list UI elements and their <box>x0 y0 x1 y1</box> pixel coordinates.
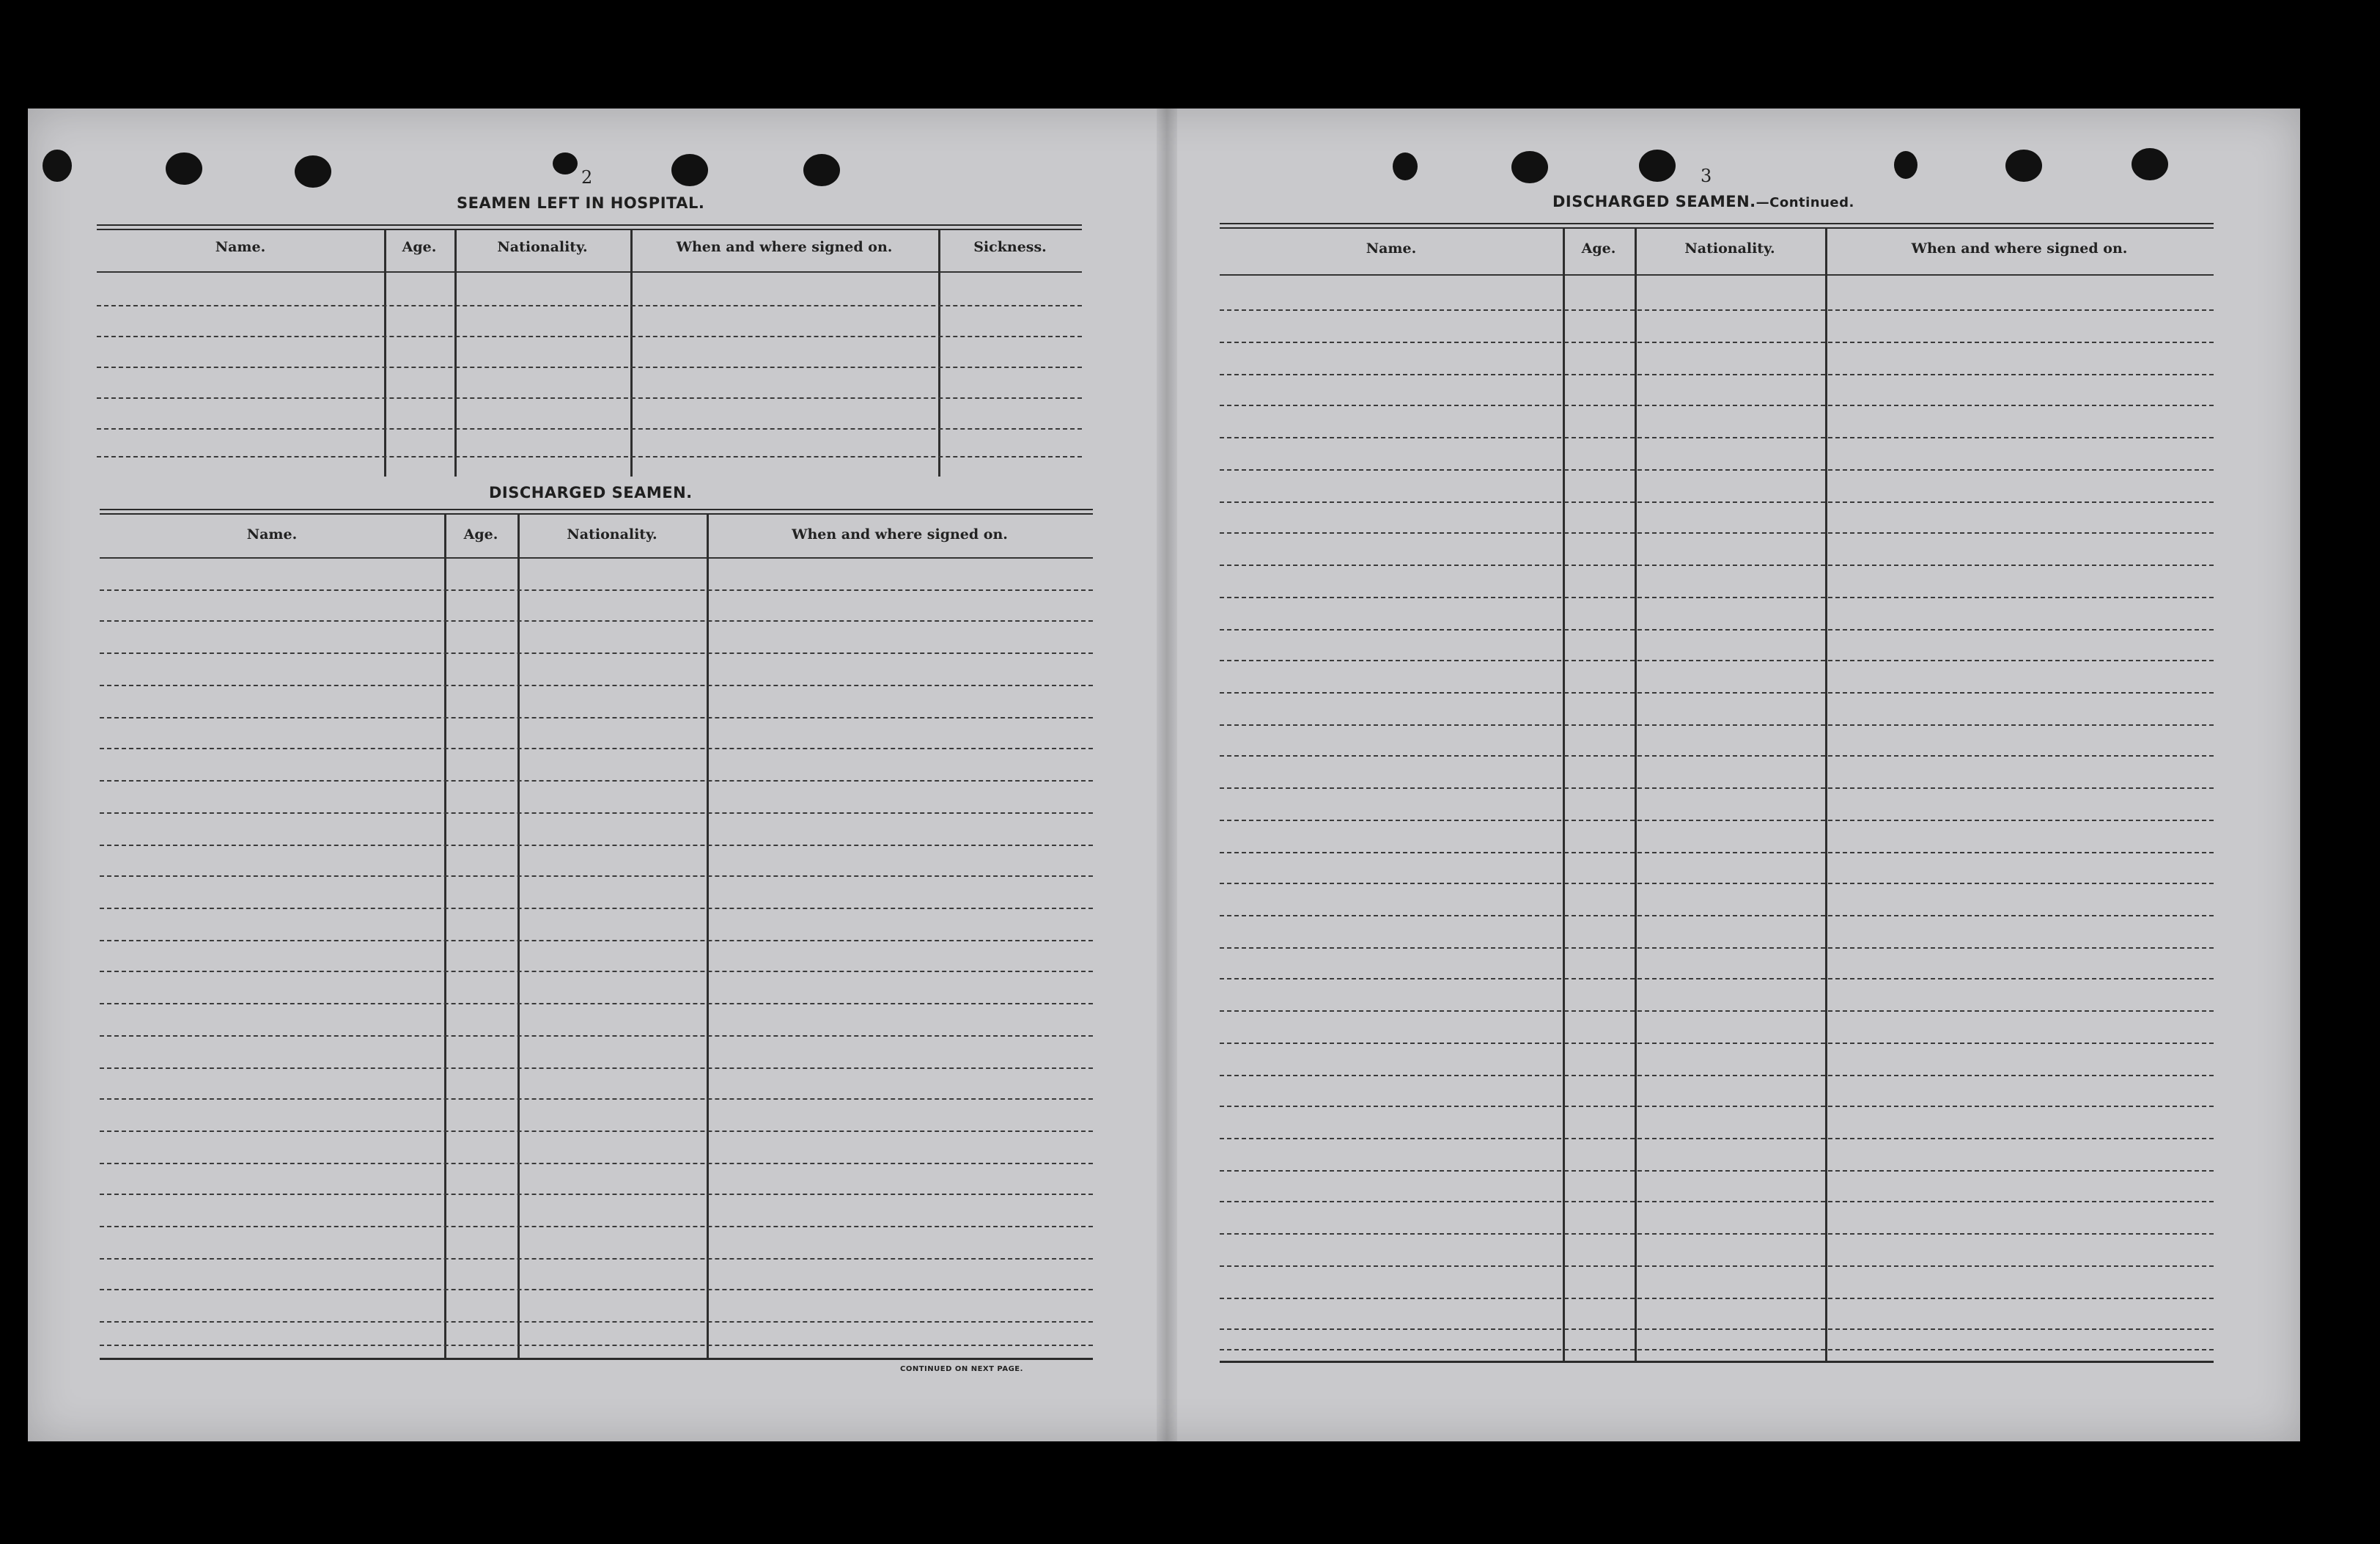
discharged-continued-title <box>1552 193 1854 210</box>
entry-line <box>100 1321 1093 1323</box>
column-divider <box>1825 229 1827 1362</box>
page-number-left: 2 <box>581 167 593 188</box>
entry-line <box>100 652 1093 654</box>
entry-line <box>100 685 1093 686</box>
header-rule <box>100 557 1093 559</box>
entry-line <box>1220 1328 2214 1330</box>
column-divider <box>938 230 940 477</box>
column-divider <box>707 515 709 1359</box>
entry-line <box>1220 1349 2214 1350</box>
column-divider <box>1635 229 1637 1362</box>
entry-line <box>100 1289 1093 1290</box>
entry-line <box>1220 1233 2214 1235</box>
entry-line <box>1220 309 2214 311</box>
entry-line <box>100 1194 1093 1195</box>
column-header-nationality: Nationality. <box>497 239 588 255</box>
discharged-continued-title-suffix: —Continued. <box>1755 195 1854 210</box>
column-divider <box>384 230 386 477</box>
discharged-section-title: DISCHARGED SEAMEN. <box>489 484 693 501</box>
column-header-signed-on: When and where signed on. <box>1911 240 2128 257</box>
entry-line <box>100 620 1093 622</box>
table-bottom-rule <box>100 1358 1093 1360</box>
punch-hole <box>1511 151 1548 183</box>
entry-line <box>97 456 1082 457</box>
punch-hole <box>2132 148 2168 180</box>
entry-line <box>100 940 1093 941</box>
entry-line <box>1220 1106 2214 1107</box>
punch-hole <box>2005 150 2042 182</box>
entry-line <box>100 780 1093 782</box>
punch-hole <box>166 152 202 185</box>
column-header-age: Age. <box>1581 240 1616 257</box>
discharged-continued-title-main: DISCHARGED SEAMEN. <box>1552 193 1756 210</box>
entry-line <box>100 1163 1093 1164</box>
punch-hole <box>295 155 331 188</box>
discharged-continued-table <box>1220 223 2214 1364</box>
entry-line <box>100 1345 1093 1346</box>
table-top-rule <box>100 513 1093 515</box>
column-header-name: Name. <box>1366 240 1417 257</box>
column-divider <box>454 230 457 477</box>
entry-line <box>100 1258 1093 1260</box>
entry-line <box>100 1067 1093 1069</box>
header-rule <box>1220 274 2214 276</box>
entry-line <box>1220 692 2214 694</box>
column-divider <box>444 515 446 1359</box>
entry-line <box>1220 597 2214 598</box>
punch-hole <box>43 150 72 182</box>
entry-line <box>1220 978 2214 979</box>
entry-line <box>97 336 1082 337</box>
column-divider <box>630 230 633 477</box>
entry-line <box>1220 724 2214 726</box>
punch-hole <box>671 154 708 186</box>
entry-line <box>1220 1201 2214 1202</box>
punch-hole <box>1393 152 1418 180</box>
entry-line <box>1220 374 2214 375</box>
entry-line <box>100 717 1093 718</box>
table-top-rule <box>1220 227 2214 229</box>
entry-line <box>97 305 1082 306</box>
entry-line <box>100 875 1093 877</box>
entry-line <box>100 971 1093 972</box>
entry-line <box>1220 820 2214 821</box>
punch-hole <box>803 154 840 186</box>
column-divider <box>517 515 520 1359</box>
column-divider <box>1563 229 1565 1362</box>
entry-line <box>1220 947 2214 949</box>
entry-line <box>1220 629 2214 631</box>
entry-line <box>97 428 1082 430</box>
hospital-table <box>97 224 1082 474</box>
entry-line <box>97 397 1082 399</box>
column-header-nationality: Nationality. <box>567 526 657 543</box>
entry-line <box>100 1003 1093 1004</box>
entry-line <box>1220 755 2214 757</box>
entry-line <box>1220 787 2214 789</box>
entry-line <box>1220 565 2214 566</box>
table-top-rule <box>97 229 1082 230</box>
entry-line <box>1220 1043 2214 1044</box>
column-header-sickness: Sickness. <box>973 239 1047 255</box>
entry-line <box>1220 1138 2214 1139</box>
entry-line <box>1220 437 2214 438</box>
punch-hole <box>1894 151 1917 179</box>
hospital-section-title: SEAMEN LEFT IN HOSPITAL. <box>457 194 705 212</box>
entry-line <box>100 1131 1093 1132</box>
entry-line <box>100 845 1093 846</box>
entry-line <box>1220 1298 2214 1299</box>
table-top-rule <box>100 509 1093 510</box>
entry-line <box>100 812 1093 814</box>
entry-line <box>100 1226 1093 1227</box>
column-header-nationality: Nationality. <box>1684 240 1775 257</box>
entry-line <box>100 1098 1093 1100</box>
discharged-table <box>100 509 1093 1361</box>
column-header-name: Name. <box>215 239 266 255</box>
entry-line <box>1220 1265 2214 1267</box>
table-bottom-rule <box>1220 1361 2214 1363</box>
column-header-name: Name. <box>246 526 298 543</box>
entry-line <box>1220 883 2214 884</box>
punch-hole <box>553 152 578 174</box>
page-number-right: 3 <box>1701 166 1712 186</box>
entry-line <box>1220 342 2214 343</box>
entry-line <box>1220 1170 2214 1172</box>
entry-line <box>1220 660 2214 661</box>
column-header-signed-on: When and where signed on. <box>792 526 1008 543</box>
entry-line <box>1220 1010 2214 1012</box>
table-top-rule <box>97 224 1082 226</box>
table-top-rule <box>1220 223 2214 224</box>
punch-hole <box>1639 150 1676 182</box>
page-fold <box>1157 109 1177 1441</box>
entry-line <box>1220 469 2214 471</box>
entry-line <box>1220 852 2214 853</box>
entry-line <box>100 748 1093 749</box>
continued-note: CONTINUED ON NEXT PAGE. <box>900 1365 1023 1373</box>
column-header-age: Age. <box>402 239 437 255</box>
column-header-signed-on: When and where signed on. <box>676 239 893 255</box>
entry-line <box>100 589 1093 591</box>
entry-line <box>1220 532 2214 534</box>
header-rule <box>97 271 1082 273</box>
entry-line <box>97 367 1082 368</box>
entry-line <box>1220 915 2214 916</box>
entry-line <box>1220 405 2214 406</box>
column-header-age: Age. <box>463 526 498 543</box>
entry-line <box>1220 501 2214 503</box>
entry-line <box>100 1035 1093 1037</box>
entry-line <box>100 908 1093 909</box>
entry-line <box>1220 1075 2214 1076</box>
